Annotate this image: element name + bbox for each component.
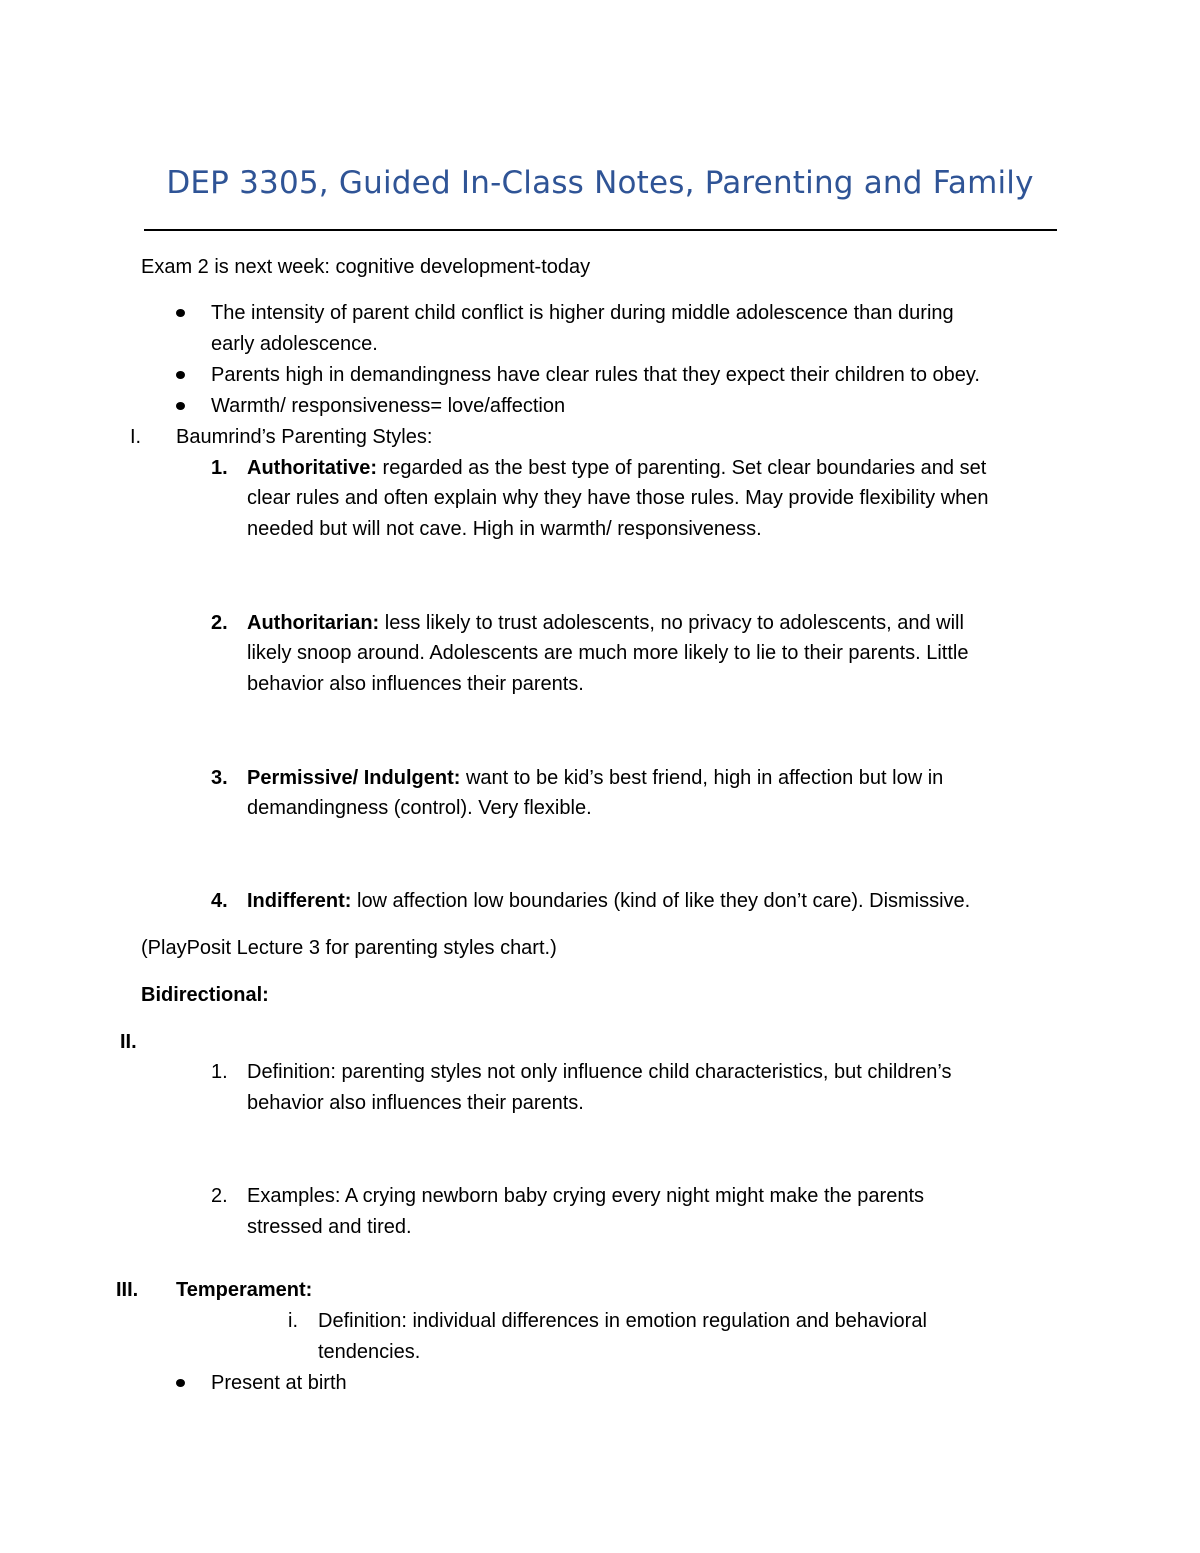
- section-3-marker: III.: [116, 1279, 139, 1301]
- style-2-line-2: likely snoop around. Adolescents are much more likely to lie to their parents. Little: [247, 642, 969, 664]
- bidir-2-marker: 2.: [211, 1185, 228, 1207]
- bidir-1-line-2: behavior also influences their parents.: [247, 1092, 584, 1114]
- style-3-line-2: demandingness (control). Very flexible.: [247, 797, 592, 819]
- style-4-first: low affection low boundaries (kind of like they don’t care). Dismissive.: [351, 890, 971, 912]
- section-1-heading: Baumrind’s Parenting Styles:: [176, 426, 433, 448]
- bidir-1-line-1: Definition: parenting styles not only influence child characteristics, but children’s: [247, 1061, 952, 1083]
- style-3-line-1: [247, 763, 943, 793]
- style-1-term: Authoritative:: [247, 457, 377, 479]
- style-1-line-3: needed but will not cave. High in warmth/ responsiveness.: [247, 518, 762, 540]
- style-4-marker: 4.: [211, 890, 228, 912]
- temperament-def-line-1: Definition: individual differences in emotion regulation and behavioral: [318, 1310, 927, 1332]
- bullet-1-line-1: The intensity of parent child conflict is higher during middle adolescence than during: [211, 302, 954, 324]
- section-1-marker: I.: [130, 426, 142, 448]
- bidir-2-line-1: Examples: A crying newborn baby crying every night might make the parents: [247, 1185, 925, 1207]
- style-4-term: Indifferent:: [247, 890, 352, 912]
- style-1-line-1: [247, 453, 986, 483]
- playposit-note: (PlayPosit Lecture 3 for parenting styles chart.): [141, 937, 557, 959]
- bullet-dot-icon: [176, 309, 185, 317]
- temperament-def-line-2: tendencies.: [318, 1341, 421, 1363]
- style-2-term: Authoritarian:: [247, 612, 380, 634]
- bullet-dot-icon: [176, 371, 185, 379]
- bidir-1-marker: 1.: [211, 1061, 228, 1083]
- title-underline: [144, 229, 1057, 231]
- style-2-marker: 2.: [211, 612, 228, 634]
- temperament-sub-marker: i.: [288, 1310, 298, 1332]
- bullet-1-line-2: early adolescence.: [211, 333, 378, 355]
- style-3-term: Permissive/ Indulgent:: [247, 767, 461, 789]
- style-2-first: less likely to trust adolescents, no privacy to adolescents, and will: [379, 612, 964, 634]
- style-1-line-2: clear rules and often explain why they have those rules. May provide flexibility when: [247, 487, 989, 509]
- bidir-2-line-2: stressed and tired.: [247, 1216, 412, 1238]
- section-3-heading: Temperament:: [176, 1279, 313, 1301]
- style-3-first: want to be kid’s best friend, high in affection but low in: [460, 767, 944, 789]
- section-2-marker: II.: [120, 1031, 137, 1053]
- bidirectional-label: Bidirectional:: [141, 984, 269, 1006]
- style-3-marker: 3.: [211, 767, 228, 789]
- style-2-line-3: behavior also influences their parents.: [247, 673, 584, 695]
- bullet-3-line-1: Warmth/ responsiveness= love/affection: [211, 395, 566, 417]
- style-1-marker: 1.: [211, 457, 228, 479]
- style-4-line-1: [247, 886, 970, 916]
- bullet-dot-icon: [176, 1379, 185, 1387]
- bullet-2-line-1: Parents high in demandingness have clear rules that they expect their children to obey.: [211, 364, 980, 386]
- bullet-dot-icon: [176, 402, 185, 410]
- intro-text: Exam 2 is next week: cognitive development-today: [141, 256, 591, 278]
- style-2-line-1: [247, 608, 964, 638]
- style-1-first: regarded as the best type of parenting. Set clear boundaries and set: [377, 457, 987, 479]
- document-title: DEP 3305, Guided In-Class Notes, Parenting and Family: [166, 165, 1034, 201]
- temperament-bullet: Present at birth: [211, 1372, 347, 1394]
